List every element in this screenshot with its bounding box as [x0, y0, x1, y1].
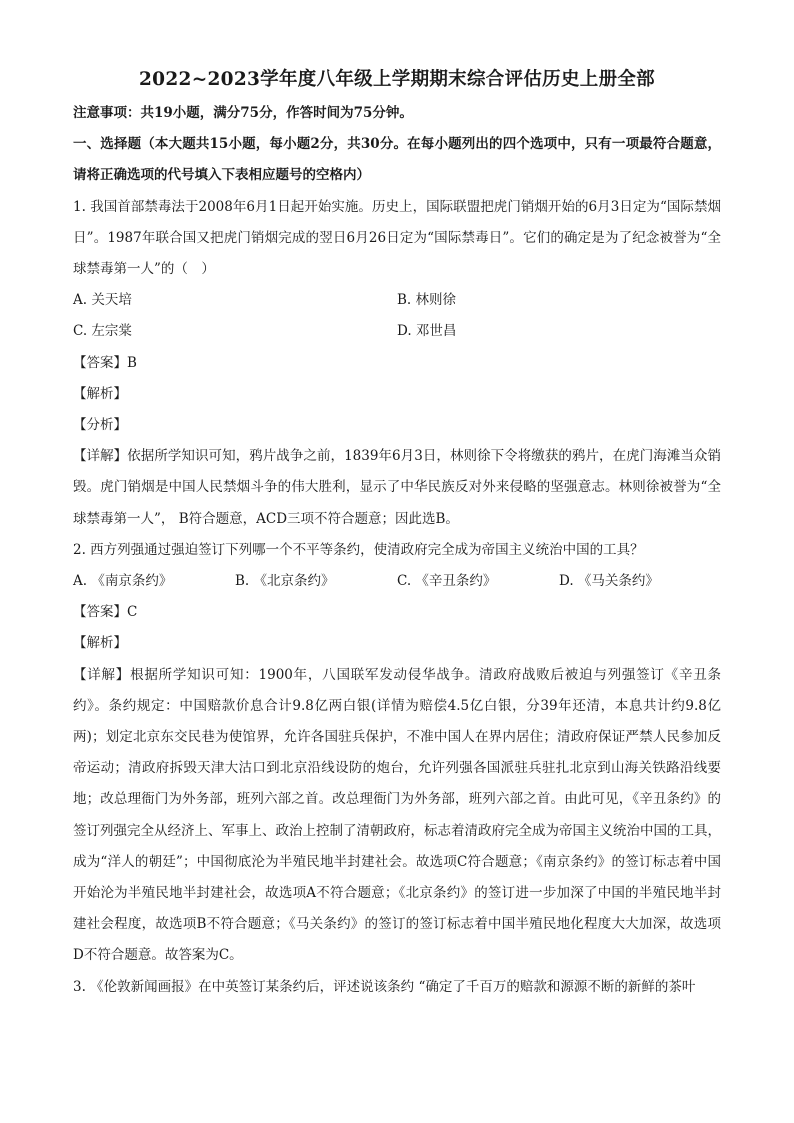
detail-text: 【详解】依据所学知识可知，鸦片战争之前，1839年6月3日，林则徐下令将缴获的鸦片，在虎门海滩当众销毁。虎门销烟是中国人民禁烟斗争的伟大胜利，显示了中华民族反对外来侵略的坚强意志。林则徐被誉为“全球禁毒第一人”， B符合题意，ACD三项不符合题意；因此选B。	[73, 448, 721, 527]
option-a: A. 《南京条约》	[73, 572, 173, 589]
notice: 注意事项：共19小题，满分75分，作答时间为75分钟。	[73, 105, 413, 121]
option-b: B. 林则徐	[397, 292, 457, 309]
option-c: C. 左宗棠	[73, 323, 132, 340]
analysis-label: 【解析】	[73, 385, 127, 402]
question-3-stem: 3. 《伦敦新闻画报》在中英签订某条约后，评述说该条约 “确定了千百万的赔款和源源不断的新鲜的茶叶	[73, 978, 696, 995]
document-page	[73, 62, 721, 1003]
option-a: A. 关天培	[73, 292, 132, 309]
option-d: D. 邓世昌	[397, 323, 457, 340]
answer-label: 【答案】C	[73, 604, 138, 621]
page-title: 2022~2023学年度八年级上学期期末综合评估历史上册全部	[139, 69, 655, 90]
answer-label: 【答案】B	[73, 354, 137, 371]
analysis-label: 【解析】	[73, 635, 127, 652]
section-heading: 一、选择题（本大题共15小题，每小题2分，共30分。在每小题列出的四个选项中，只有一项最符合题意，请将正确选项的代号填入下表相应题号的空格内）	[73, 136, 721, 184]
question-2-stem: 2. 西方列强通过强迫签订下列哪一个不平等条约，使清政府完全成为帝国主义统治中国的工具？	[73, 541, 644, 558]
option-d: D. 《马关条约》	[559, 572, 659, 589]
option-b: B. 《北京条约》	[235, 572, 335, 589]
option-c: C. 《辛丑条约》	[397, 572, 497, 589]
detail-text: 【详解】根据所学知识可知：1900年，八国联军发动侵华战争。清政府战败后被迫与列强签订《辛丑条约》。条约规定：中国赔款价息合计9.8亿两白银(详情为赔偿4.5亿白银，分39年还清，本息共计约9.8亿两)；划定北京东交民巷为使馆界，允许各国驻兵保护，不准中国人在界内居住；清政府保证严禁人民参加反帝运动；清政府拆毁天津大沽口到北京沿线设防的炮台，允许列强各国派驻兵驻扎北京到山海关铁路沿线要地；改总理衙门为外务部，班列六部之首。改总理衙门为外务部，班列六部之首。由此可见，《辛丑条约》的签订列强完全从经济上、军事上、政治上控制了清朝政府，标志着清政府完全成为帝国主义统治中国的工具，成为“洋人的朝廷”；中国彻底沦为半殖民地半封建社会。故选项C符合题意；《南京条约》的签订标志着中国开始沦为半殖民地半封建社会，故选项A不符合题意；《北京条约》的签订进一步加深了中国的半殖民地半封建社会程度，故选项B不符合题意；《马关条约》的签订的签订标志着中国半殖民地化程度大大加深，故选项D不符合题意。故答案为C。	[73, 666, 721, 964]
question-2-options	[73, 566, 721, 597]
fenxi-label: 【分析】	[73, 416, 127, 433]
question-1-options-row-1	[73, 285, 721, 316]
question-1-options-row-2	[73, 316, 721, 347]
question-1-stem: 1. 我国首部禁毒法于2008年6月1日起开始实施。历史上，国际联盟把虎门销烟开始的6月3日定为“国际禁烟日”。1987年联合国又把虎门销烟完成的翌日6月26日定为“国际禁毒日”。它们的确定是为了纪念被誉为“全球禁毒第一人”的（ ）	[73, 198, 721, 277]
